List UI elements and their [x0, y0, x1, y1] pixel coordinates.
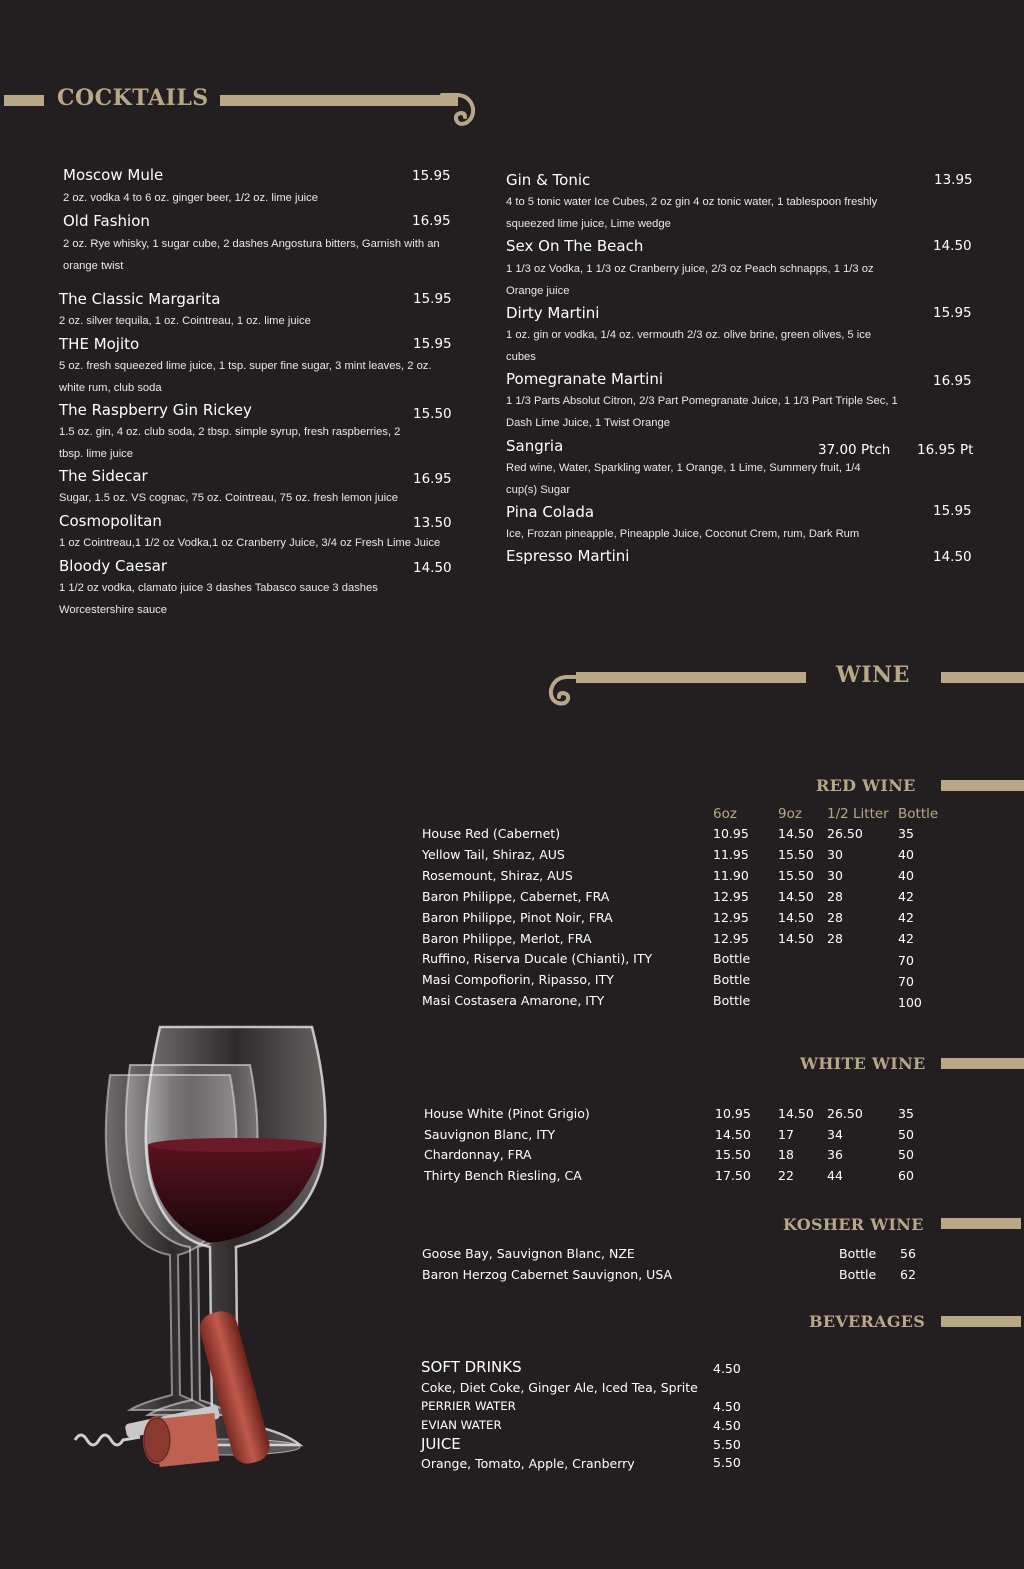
table-row [422, 868, 962, 889]
cocktail-price: 15.95 [412, 168, 451, 184]
wine-price: 12.95 [713, 889, 749, 904]
wine-price: 70 [898, 974, 914, 989]
wine-price: 14.50 [778, 889, 814, 904]
cocktails-header-bar-right [220, 95, 458, 106]
cocktail-price: 14.50 [413, 560, 452, 576]
wine-name: Baron Herzog Cabernet Sauvignon, USA [422, 1267, 673, 1282]
beverage-price: 4.50 [713, 1418, 741, 1433]
wine-price: 17.50 [715, 1168, 751, 1183]
white-wine-bar [941, 1058, 1024, 1069]
table-row [422, 1267, 962, 1288]
wine-price: 62 [900, 1267, 916, 1282]
table-row [422, 951, 962, 972]
cocktail-desc: 4 to 5 tonic water Ice Cubes, 2 oz gin 4 oz tonic water, 1 tablespoon freshly squeezed lime juice, Lime wedge [506, 196, 878, 230]
cocktail-name: The Classic Margarita [59, 290, 221, 308]
cocktail-desc: 2 oz. vodka 4 to 6 oz. ginger beer, 1/2 oz. lime juice [63, 192, 318, 204]
wine-price: 10.95 [715, 1106, 751, 1121]
wine-price: 10.95 [713, 826, 749, 841]
cocktail-name: Bloody Caesar [59, 557, 168, 575]
wine-name: Baron Philippe, Cabernet, FRA [422, 889, 610, 904]
white-wine-title: WHITE WINE [800, 1054, 926, 1073]
cocktail-desc: 1.5 oz. gin, 4 oz. club soda, 2 tbsp. simple syrup, fresh raspberries, 2 tbsp. lime juice [59, 426, 401, 460]
wine-price: 28 [827, 889, 843, 904]
wine-name: Chardonnay, FRA [424, 1147, 532, 1162]
cocktail-name: Sangria [506, 437, 564, 455]
cocktail-price: 14.50 [933, 238, 972, 254]
cocktail-name: The Sidecar [59, 467, 148, 485]
table-row [422, 910, 962, 931]
wine-price: 14.50 [778, 910, 814, 925]
wine-price: 28 [827, 931, 843, 946]
cocktail-price: 13.95 [934, 172, 973, 188]
wine-price: Bottle [713, 951, 751, 966]
wine-price: 12.95 [713, 931, 749, 946]
cocktail-name: Gin & Tonic [506, 171, 591, 189]
wine-price: Bottle [839, 1267, 877, 1282]
table-row [422, 1246, 962, 1267]
beverage-name: SOFT DRINKS [421, 1358, 522, 1376]
beverage-name: PERRIER WATER [421, 1399, 516, 1413]
wine-price: 42 [898, 910, 914, 925]
cocktail-price: 15.95 [933, 503, 972, 519]
wine-header-bar-right [941, 672, 1024, 683]
column-header: Bottle [898, 806, 939, 822]
cocktail-name: Dirty Martini [506, 304, 600, 322]
wine-price: 56 [900, 1246, 916, 1261]
table-row [422, 931, 962, 952]
cocktail-price: 16.95 [412, 213, 451, 229]
wine-price: 15.50 [778, 868, 814, 883]
wine-price: 36 [827, 1147, 843, 1162]
wine-price: 30 [827, 868, 843, 883]
wine-price: 50 [898, 1147, 914, 1162]
cocktail-name: The Raspberry Gin Rickey [59, 401, 252, 419]
wine-name: Masi Costasera Amarone, ITY [422, 993, 605, 1008]
beverage-desc: Coke, Diet Coke, Ginger Ale, Iced Tea, Sprite [421, 1380, 698, 1395]
cocktail-name: Cosmopolitan [59, 512, 162, 530]
wine-price: 35 [898, 826, 914, 841]
wine-name: House White (Pinot Grigio) [424, 1106, 590, 1121]
wine-price: 26.50 [827, 826, 863, 841]
wine-price: 40 [898, 868, 914, 883]
red-wine-title: RED WINE [816, 776, 916, 795]
wine-price: 11.90 [713, 868, 749, 883]
wine-price: 14.50 [778, 931, 814, 946]
cocktails-header-bar-left [4, 95, 44, 106]
cocktail-desc: 1 oz. gin or vodka, 1/4 oz. vermouth 2/3 oz. olive brine, green olives, 5 ice cubes [506, 329, 872, 363]
cocktail-desc: Red wine, Water, Sparkling water, 1 Orange, 1 Lime, Summery fruit, 1/4 cup(s) Sugar [506, 462, 861, 496]
cocktail-price: 15.50 [413, 406, 452, 422]
wine-price: 35 [898, 1106, 914, 1121]
kosher-wine-title: KOSHER WINE [783, 1215, 924, 1234]
table-row [422, 847, 962, 868]
wine-price: 26.50 [827, 1106, 863, 1121]
table-row [422, 826, 962, 847]
wine-name: Yellow Tail, Shiraz, AUS [422, 847, 565, 862]
column-header: 6oz [713, 806, 737, 822]
beverage-name: EVIAN WATER [421, 1418, 502, 1432]
cocktail-price: 15.95 [413, 336, 452, 352]
cocktail-desc: Sugar, 1.5 oz. VS cognac, 75 oz. Cointreau, 75 oz. fresh lemon juice [59, 492, 398, 504]
wine-price: 28 [827, 910, 843, 925]
wine-price: 42 [898, 889, 914, 904]
scroll-arrow-right-icon [440, 88, 476, 128]
cocktail-name: Moscow Mule [63, 166, 164, 184]
cocktail-price: 15.95 [933, 305, 972, 321]
cocktail-desc: Ice, Frozan pineapple, Pineapple Juice, Coconut Crem, rum, Dark Rum [506, 528, 860, 540]
table-row [422, 993, 962, 1014]
wine-name: Ruffino, Riserva Ducale (Chianti), ITY [422, 951, 653, 966]
kosher-wine-bar [941, 1218, 1021, 1229]
table-row [424, 1168, 964, 1189]
cocktail-price: 14.50 [933, 549, 972, 565]
cocktail-name: Espresso Martini [506, 547, 630, 565]
cocktail-name: Old Fashion [63, 212, 150, 230]
cocktail-price-pitcher: 37.00 Ptch [818, 442, 891, 458]
wine-price: 100 [898, 995, 922, 1010]
red-wine-bar [941, 780, 1024, 791]
table-row [424, 1127, 964, 1148]
wine-name: Baron Philippe, Pinot Noir, FRA [422, 910, 613, 925]
cocktail-name: Pina Colada [506, 503, 595, 521]
column-header: 9oz [778, 806, 802, 822]
wine-price: Bottle [839, 1246, 877, 1261]
wine-title: WINE [836, 662, 910, 688]
wine-name: Baron Philippe, Merlot, FRA [422, 931, 592, 946]
table-row [422, 889, 962, 910]
wine-price: Bottle [713, 972, 751, 987]
wine-name: Masi Compofiorin, Ripasso, ITY [422, 972, 614, 987]
beverage-desc: Orange, Tomato, Apple, Cranberry [421, 1456, 635, 1471]
wine-price: 44 [827, 1168, 843, 1183]
wine-price: 42 [898, 931, 914, 946]
wine-price: 70 [898, 953, 914, 968]
wine-name: House Red (Cabernet) [422, 826, 561, 841]
wine-price: 14.50 [778, 826, 814, 841]
wine-price: 12.95 [713, 910, 749, 925]
cocktail-desc: 1 1/3 Parts Absolut Citron, 2/3 Part Pomegranate Juice, 1 1/3 Part Triple Sec, 1 Dash Lime Juice, 1 Twist Orange [506, 395, 898, 429]
cocktail-price: 16.95 Pt [917, 442, 974, 458]
wine-price: 15.50 [715, 1147, 751, 1162]
wine-name: Sauvignon Blanc, ITY [424, 1127, 556, 1142]
wine-price: 18 [778, 1147, 794, 1162]
cocktail-price: 13.50 [413, 515, 452, 531]
beverages-bar [941, 1316, 1021, 1327]
wine-name: Thirty Bench Riesling, CA [424, 1168, 582, 1183]
cocktail-price: 16.95 [933, 373, 972, 389]
table-row [424, 1147, 964, 1168]
table-row [424, 1106, 964, 1127]
beverage-price: 5.50 [713, 1455, 741, 1470]
cocktail-name: Pomegranate Martini [506, 370, 664, 388]
wine-price: Bottle [713, 993, 751, 1008]
wine-price: 11.95 [713, 847, 749, 862]
wine-price: 14.50 [715, 1127, 751, 1142]
beverage-price: 5.50 [713, 1437, 741, 1452]
cocktail-desc: 2 oz. silver tequila, 1 oz. Cointreau, 1 oz. lime juice [59, 315, 311, 327]
beverages-title: BEVERAGES [809, 1312, 926, 1331]
wine-price: 14.50 [778, 1106, 814, 1121]
cocktail-desc: 2 oz. Rye whisky, 1 sugar cube, 2 dashes Angostura bitters, Garnish with an orange twist [63, 238, 440, 272]
table-row [422, 972, 962, 993]
wine-price: 22 [778, 1168, 794, 1183]
cocktail-name: Sex On The Beach [506, 237, 644, 255]
cocktails-title: COCKTAILS [57, 85, 209, 111]
cocktail-desc: 5 oz. fresh squeezed lime juice, 1 tsp. super fine sugar, 3 mint leaves, 2 oz. white rum, club soda [59, 360, 432, 394]
cocktail-price: 16.95 [413, 471, 452, 487]
wine-price: 40 [898, 847, 914, 862]
cocktail-name: THE Mojito [59, 335, 140, 353]
wine-price: 30 [827, 847, 843, 862]
beverage-name: JUICE [421, 1435, 461, 1453]
cocktail-desc: 1 oz Cointreau,1 1/2 oz Vodka,1 oz Cranberry Juice, 3/4 oz Fresh Lime Juice [59, 537, 441, 549]
cocktail-desc: 1 1/3 oz Vodka, 1 1/3 oz Cranberry juice, 2/3 oz Peach schnapps, 1 1/3 oz Orange juice [506, 263, 874, 297]
wine-header-bar-left [576, 672, 806, 683]
cocktail-price: 15.95 [413, 291, 452, 307]
wine-price: 50 [898, 1127, 914, 1142]
column-header: 1/2 Litter [827, 806, 889, 822]
wine-name: Goose Bay, Sauvignon Blanc, NZE [422, 1246, 635, 1261]
beverage-price: 4.50 [713, 1399, 741, 1414]
wine-name: Rosemount, Shiraz, AUS [422, 868, 573, 883]
wine-price: 60 [898, 1168, 914, 1183]
beverage-price: 4.50 [713, 1361, 741, 1376]
wine-price: 15.50 [778, 847, 814, 862]
wine-price: 34 [827, 1127, 843, 1142]
corkscrew-illustration [70, 1305, 280, 1475]
wine-price: 17 [778, 1127, 794, 1142]
cocktail-desc: 1 1/2 oz vodka, clamato juice 3 dashes Tabasco sauce 3 dashes Worcestershire sauce [59, 582, 378, 616]
